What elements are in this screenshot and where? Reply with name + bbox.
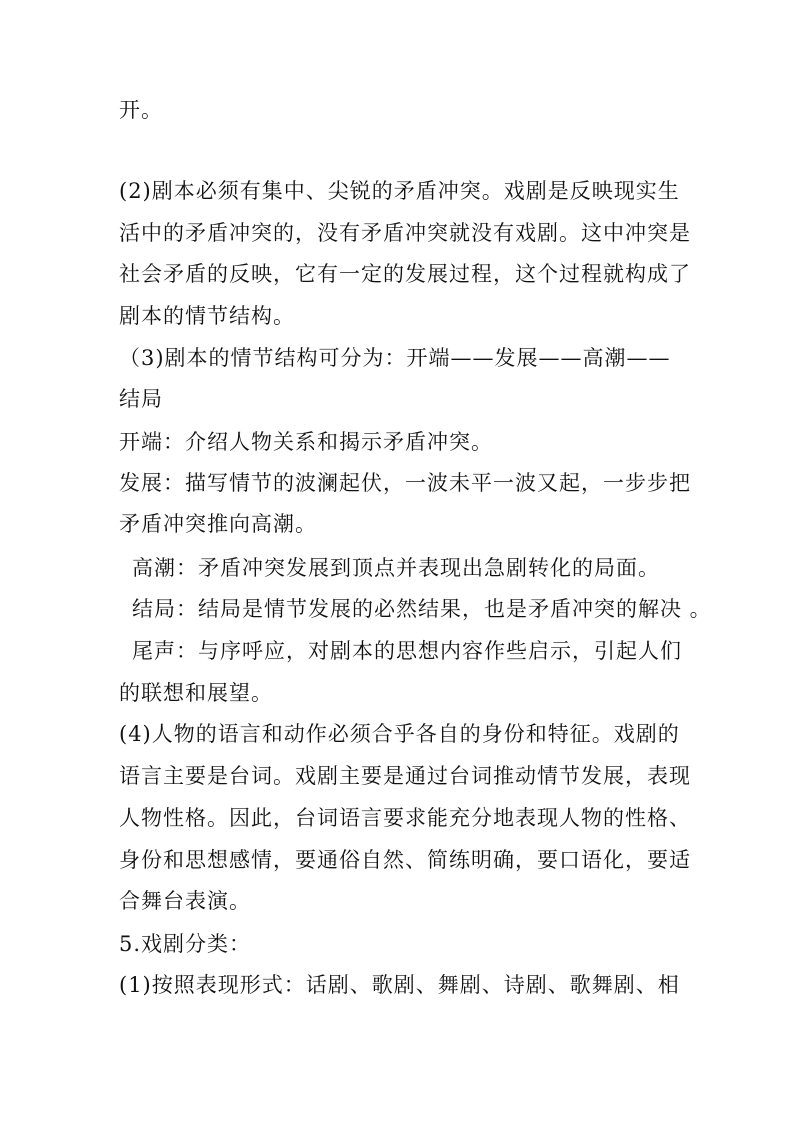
line-16: 语言主要是台词。戏剧主要是通过台词推动情节发展，表现	[119, 764, 691, 788]
line-4: 社会矛盾的反映，它有一定的发展过程，这个过程就构成了	[119, 262, 691, 286]
line-1: 开。	[119, 98, 163, 122]
line-14: 的联想和展望。	[119, 681, 273, 705]
line-18: 身份和思想感情，要通俗自然、简练明确，要口语化，要适	[119, 848, 691, 872]
line-19: 合舞台表演。	[119, 889, 251, 913]
line-3: 活中的矛盾冲突的，没有矛盾冲突就没有戏剧。这中冲突是	[119, 221, 691, 245]
line-9: 发展：描写情节的波澜起伏，一波未平一波又起，一步步把	[119, 471, 691, 495]
line-5: 剧本的情节结构。	[119, 304, 295, 328]
line-20: 5.戏剧分类：	[119, 932, 252, 956]
line-17: 人物性格。因此，台词语言要求能充分地表现人物的性格、	[119, 806, 691, 830]
line-15: (4)人物的语言和动作必须合乎各自的身份和特征。戏剧的	[119, 722, 680, 746]
line-21: (1)按照表现形式：话剧、歌剧、舞剧、诗剧、歌舞剧、相	[119, 973, 680, 997]
line-13: 尾声：与序呼应，对剧本的思想内容作些启示，引起人们	[132, 639, 682, 663]
line-11: 高潮：矛盾冲突发展到顶点并表现出急剧转化的局面。	[132, 556, 660, 580]
line-12: 结局：结局是情节发展的必然结果，也是矛盾冲突的解决 。	[132, 597, 712, 621]
line-2: (2)剧本必须有集中、尖锐的矛盾冲突。戏剧是反映现实生	[119, 179, 680, 203]
line-10: 矛盾冲突推向高潮。	[119, 512, 317, 536]
line-7: 结局	[119, 387, 163, 411]
line-6: （3)剧本的情节结构可分为：开端——发展——高潮——	[119, 346, 671, 370]
line-8: 开端：介绍人物关系和揭示矛盾冲突。	[119, 430, 493, 454]
